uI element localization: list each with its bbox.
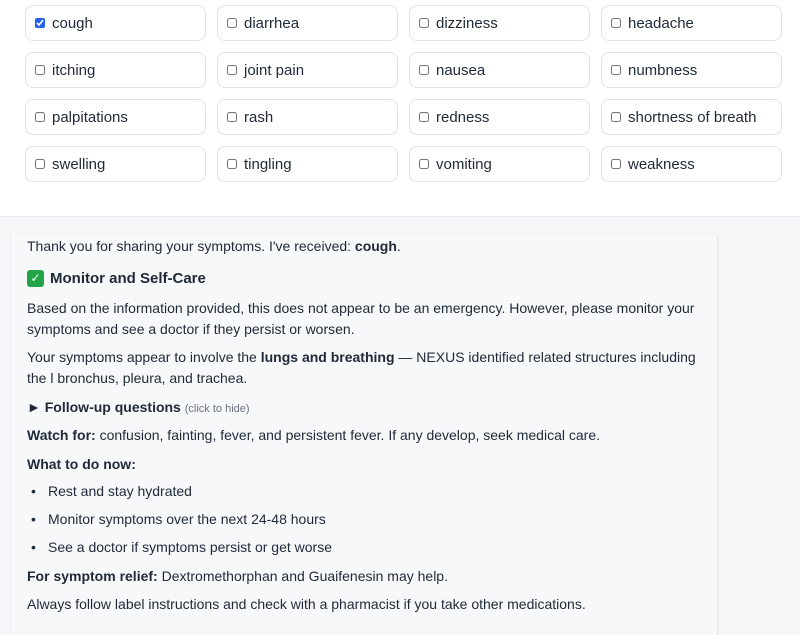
symptom-label: dizziness <box>436 14 498 32</box>
symptom-checkbox-joint-pain[interactable] <box>227 65 237 75</box>
assessment-text: Based on the information provided, this does not appear to be an emergency. However, please monitor your symptoms and see a doctor if they persist or worsen. <box>27 300 695 337</box>
symptom-relief-label: For symptom relief: <box>27 568 158 584</box>
symptom-checkbox-headache[interactable] <box>611 18 621 28</box>
triage-heading-text: Monitor and Self-Care <box>50 270 206 287</box>
body-system-suffix: — NEXUS identified related structures including the l bronchus, pleura, and trachea. <box>27 349 696 386</box>
symptom-chip-dizziness[interactable] <box>409 5 590 41</box>
symptom-label: palpitations <box>52 108 128 126</box>
symptom-label: cough <box>52 14 93 32</box>
list-item <box>27 509 332 537</box>
acknowledgement <box>27 236 401 257</box>
symptom-chip-joint-pain[interactable] <box>217 52 398 88</box>
symptom-label: numbness <box>628 61 698 79</box>
triangle-right-icon: ► <box>27 399 41 415</box>
symptom-chip-weakness[interactable] <box>601 146 782 182</box>
symptom-checkbox-swelling[interactable] <box>35 159 45 169</box>
watch-for-details: confusion, fainting, fever, and persistent fever. If any develop, seek medical care. <box>95 427 600 443</box>
symptom-checkbox-dizziness[interactable] <box>419 18 429 28</box>
symptom-checkbox-nausea[interactable] <box>419 65 429 75</box>
symptom-checkbox-cough[interactable] <box>35 18 45 28</box>
symptom-chip-redness[interactable] <box>409 99 590 135</box>
symptom-label: nausea <box>436 61 486 79</box>
list-item-text: See a doctor if symptoms persist or get worse <box>48 539 332 555</box>
symptom-checkbox-vomiting[interactable] <box>419 159 429 169</box>
symptom-chip-nausea[interactable] <box>409 52 590 88</box>
symptom-label: redness <box>436 108 490 126</box>
symptom-checkbox-rash[interactable] <box>227 112 237 122</box>
what-to-do-heading: What to do now: <box>27 456 136 472</box>
list-item <box>27 537 332 565</box>
symptom-checkbox-itching[interactable] <box>35 65 45 75</box>
watch-for-label: Watch for: <box>27 427 96 443</box>
symptom-chip-diarrhea[interactable] <box>217 5 398 41</box>
medication-disclaimer: Always follow label instructions and check with a pharmacist if you take other medications. <box>27 596 586 612</box>
self-care-list <box>27 481 332 565</box>
bullet-icon: • <box>31 483 36 499</box>
body-system-prefix: Your symptoms appear to involve the <box>27 349 261 365</box>
list-item-text: Rest and stay hydrated <box>48 483 192 499</box>
symptom-checkbox-diarrhea[interactable] <box>227 18 237 28</box>
ack-symptom: cough <box>354 238 397 254</box>
follow-up-toggle[interactable] <box>27 397 250 420</box>
list-item-text: Monitor symptoms over the next 24-48 hours <box>48 511 326 527</box>
follow-up-hint: (click to hide) <box>184 403 250 415</box>
symptom-label: swelling <box>52 155 106 173</box>
assistant-response <box>10 235 718 635</box>
symptom-chip-itching[interactable] <box>25 52 206 88</box>
ack-suffix: . <box>396 238 401 254</box>
symptom-chip-numbness[interactable] <box>601 52 782 88</box>
symptom-chip-cough[interactable] <box>25 5 206 41</box>
symptom-checkbox-redness[interactable] <box>419 112 429 122</box>
check-mark-icon: ✓ <box>27 270 44 287</box>
symptom-checkbox-shortness-of-breath[interactable] <box>611 112 621 122</box>
body-system-text <box>27 347 707 389</box>
symptom-label: diarrhea <box>244 14 300 32</box>
symptom-label: itching <box>52 61 96 79</box>
symptom-chip-tingling[interactable] <box>217 146 398 182</box>
watch-for-text <box>27 425 600 446</box>
symptom-chip-headache[interactable] <box>601 5 782 41</box>
symptom-chip-rash[interactable] <box>217 99 398 135</box>
triage-heading <box>27 268 206 289</box>
symptom-label: rash <box>244 108 274 126</box>
bullet-icon: • <box>31 511 36 527</box>
symptom-chip-palpitations[interactable] <box>25 99 206 135</box>
symptom-relief-details: Dextromethorphan and Guaifenesin may help. <box>157 568 448 584</box>
follow-up-label: Follow-up questions <box>44 399 181 415</box>
symptom-chip-shortness-of-breath[interactable] <box>601 99 782 135</box>
symptom-label: tingling <box>244 155 292 173</box>
list-item <box>27 481 332 509</box>
symptom-relief-text <box>27 566 448 587</box>
ack-text: Thank you for sharing your symptoms. I've received: <box>27 238 355 254</box>
symptom-label: weakness <box>628 155 695 173</box>
symptom-checkbox-numbness[interactable] <box>611 65 621 75</box>
symptom-checkbox-palpitations[interactable] <box>35 112 45 122</box>
symptom-chip-swelling[interactable] <box>25 146 206 182</box>
symptom-checkbox-weakness[interactable] <box>611 159 621 169</box>
symptom-label: vomiting <box>436 155 492 173</box>
symptom-label: shortness of breath <box>628 108 757 126</box>
symptom-label: headache <box>628 14 694 32</box>
symptom-checkbox-tingling[interactable] <box>227 159 237 169</box>
symptom-chip-vomiting[interactable] <box>409 146 590 182</box>
symptom-panel <box>0 0 800 217</box>
body-system-highlight: lungs and breathing <box>260 349 395 365</box>
symptom-label: joint pain <box>244 61 305 79</box>
bullet-icon: • <box>31 539 36 555</box>
